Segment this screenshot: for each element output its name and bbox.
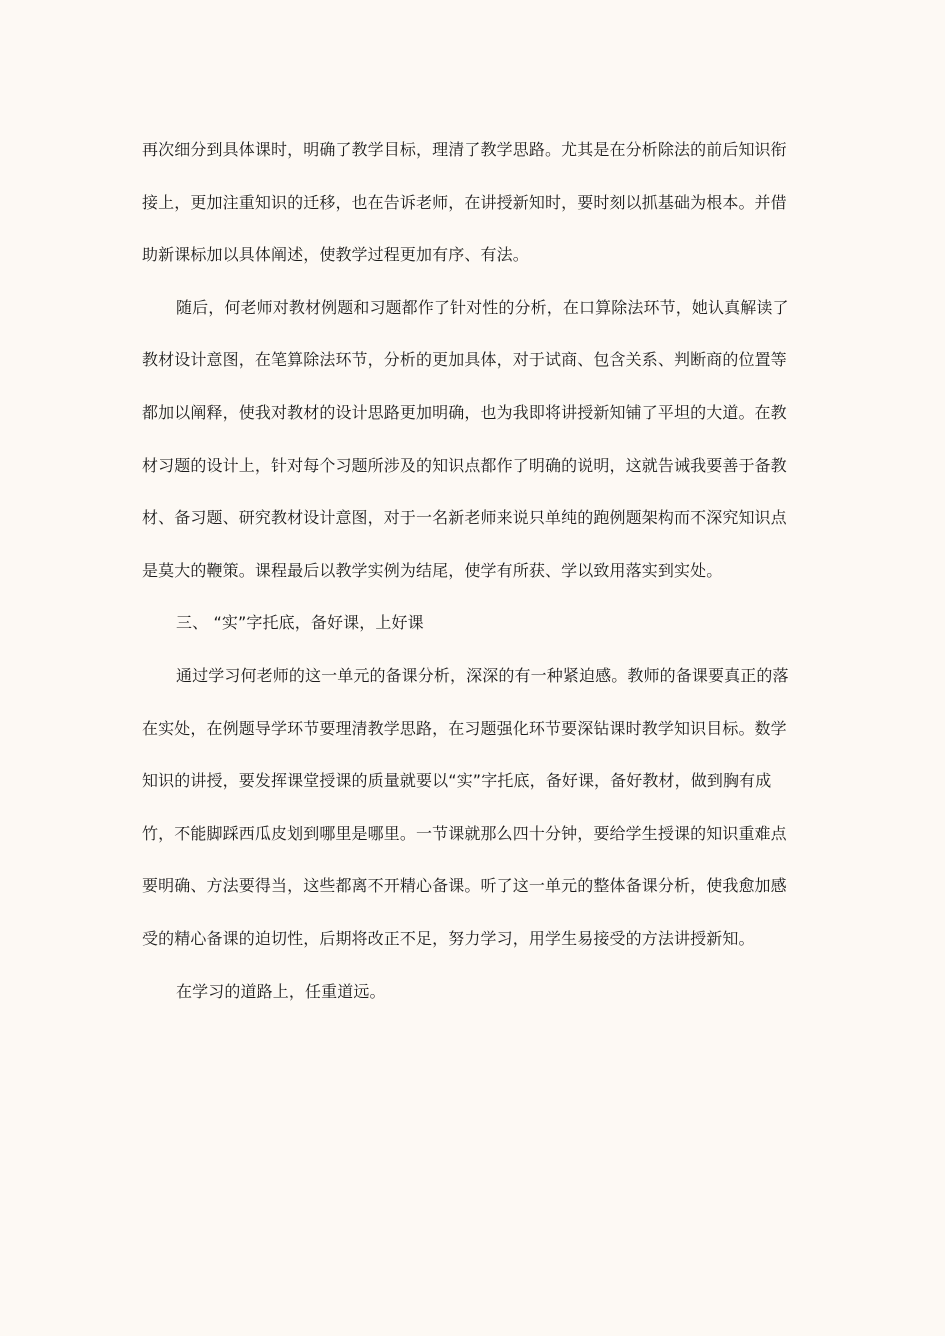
- text-line: 是莫大的鞭策。课程最后以教学实例为结尾，使学有所获、学以致用落实到实处。: [142, 560, 723, 580]
- text-line: 接上，更加注重知识的迁移，也在告诉老师，在讲授新知时，要时刻以抓基础为根本。并借: [142, 192, 787, 212]
- paragraph-4: [142, 966, 804, 1019]
- text-line: 竹，不能脚踩西瓜皮划到哪里是哪里。一节课就那么四十分钟，要给学生授课的知识重难点: [142, 823, 787, 843]
- text-line: 随后，何老师对教材例题和习题都作了针对性的分析，在口算除法环节，她认真解读了: [176, 297, 789, 317]
- text-line: 材、备习题、研究教材设计意图，对于一名新老师来说只单纯的跑例题架构而不深究知识点: [142, 508, 787, 528]
- paragraph-3: [142, 650, 804, 966]
- text-line: 材习题的设计上，针对每个习题所涉及的知识点都作了明确的说明，这就告诫我要善于备教: [142, 455, 787, 475]
- text-line: 通过学习何老师的这一单元的备课分析，深深的有一种紧迫感。教师的备课要真正的落: [176, 665, 789, 685]
- text-line: 在学习的道路上，任重道远。: [176, 981, 386, 1001]
- text-line: 要明确、方法要得当，这些都离不开精心备课。听了这一单元的整体备课分析，使我愈加感: [142, 876, 787, 896]
- heading-line: 三、 “实”字托底，备好课，上好课: [176, 613, 424, 633]
- text-line: 受的精心备课的迫切性，后期将改正不足，努力学习，用学生易接受的方法讲授新知。: [142, 928, 755, 948]
- text-line: 助新课标加以具体阐述，使教学过程更加有序、有法。: [142, 245, 529, 265]
- paragraph-1: [142, 124, 804, 282]
- text-line: 教材设计意图，在笔算除法环节，分析的更加具体，对于试商、包含关系、判断商的位置等: [142, 350, 787, 370]
- text-line: 都加以阐释，使我对教材的设计思路更加明确，也为我即将讲授新知铺了平坦的大道。在教: [142, 402, 787, 422]
- section-heading: [142, 597, 804, 650]
- document-body: [142, 124, 804, 1018]
- text-line: 在实处，在例题导学环节要理清教学思路，在习题强化环节要深钻课时教学知识目标。数学: [142, 718, 787, 738]
- text-line: 再次细分到具体课时，明确了教学目标，理清了教学思路。尤其是在分析除法的前后知识衔: [142, 140, 787, 159]
- paragraph-2: [142, 282, 804, 598]
- text-line: 知识的讲授，要发挥课堂授课的质量就要以“实”字托底，备好课，备好教材，做到胸有成: [142, 771, 772, 791]
